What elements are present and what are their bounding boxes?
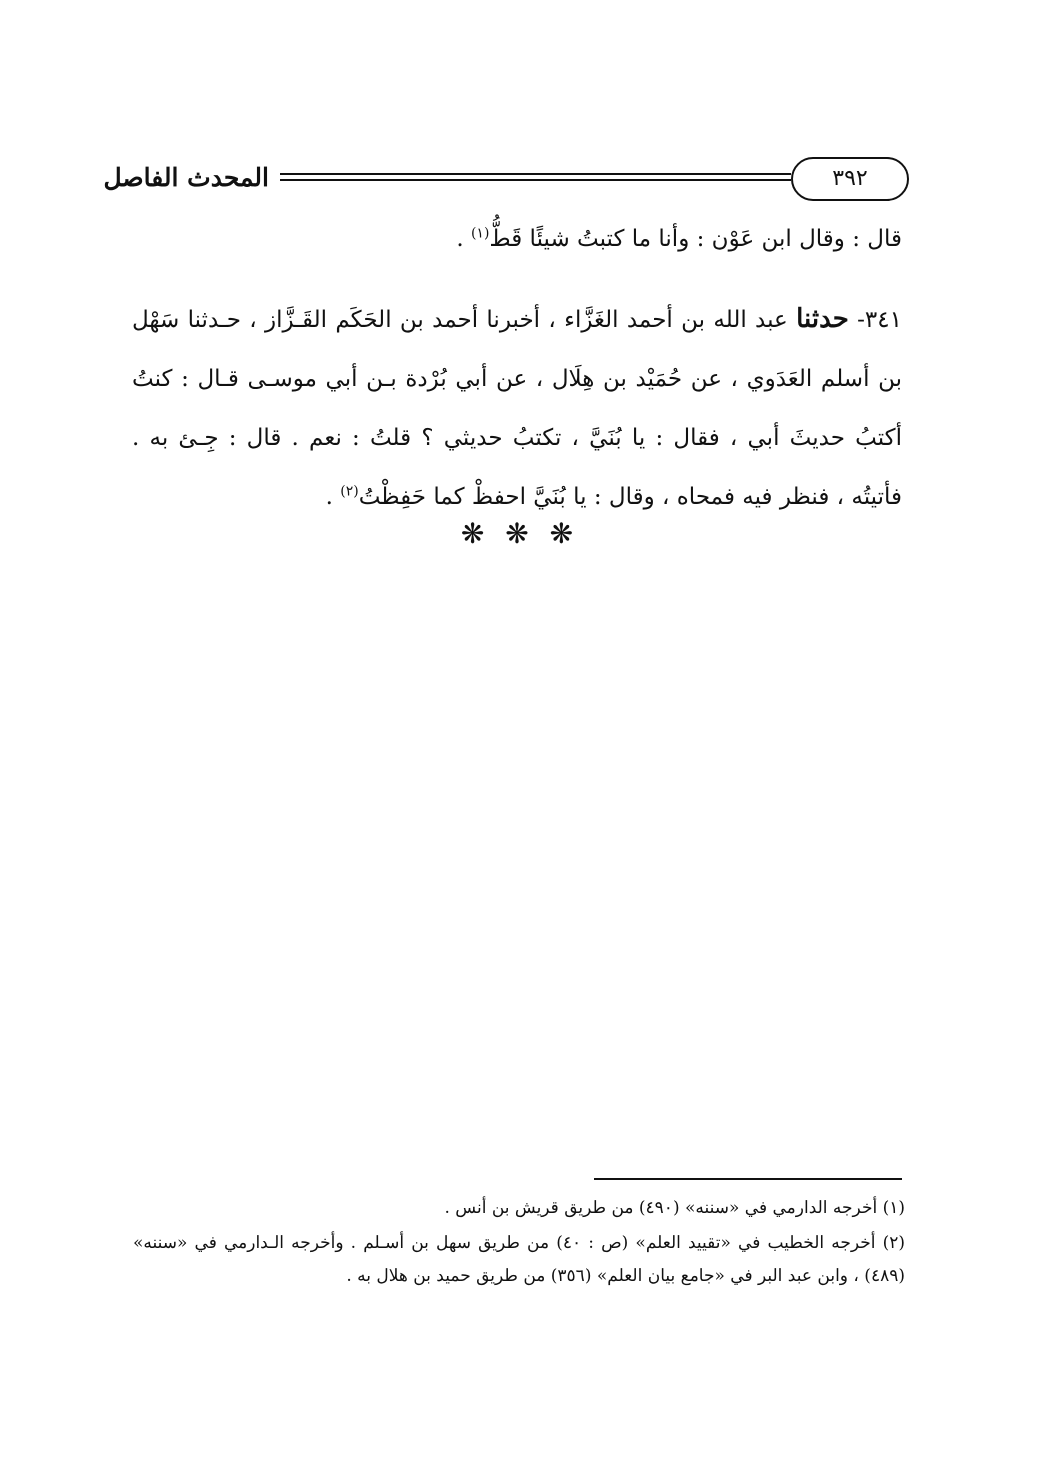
footnote-divider	[594, 1178, 902, 1180]
footnotes	[133, 1192, 905, 1293]
footnote-ref-2: (٢)	[340, 483, 359, 500]
section-separator: ❋ ❋ ❋	[460, 517, 580, 550]
paragraph-text: عبد الله بن أحمد الغَزَّاء ، أخبرنا أحمد بن الحَكَم القَـزَّاز ، حـدثنا سَهْل بن أسلم العَدَوي ، عن حُمَيْد بن هِلَال ، عن أبي بُرْدة بـن أبي موسـى قـال : كنتُ أكتبُ حديثَ أبي ، فقال : يا بُنَيَّ ، تكتبُ حديثي ؟ قلتُ : نعم . قال : جِـئ به . فأتيتُه ، فنظر فيه فمحاه ، وقال : يا بُنَيَّ احفظْ كما حَفِظْتُ	[132, 307, 902, 510]
footnote-2: (٢) أخرجه الخطيب في «تقييد العلم» (ص : ٤٠) من طريق سهل بن أسـلم . وأخرجه الـدارمي في «سننه» (٤٨٩) ، وابن عبد البر في «جامع بيان العلم» (٣٥٦) من طريق حميد بن هلال به .	[133, 1233, 905, 1286]
hadith-number: ٣٤١-	[848, 307, 902, 333]
footnote-ref-1: (١)	[470, 225, 490, 242]
header-double-rule	[280, 173, 791, 181]
footnote-1: (١) أخرجه الدارمي في «سننه» (٤٩٠) من طريق قريش بن أنس .	[444, 1198, 905, 1218]
paragraph-end: .	[325, 484, 341, 510]
paragraph-end: .	[456, 226, 471, 252]
page-number: ٣٩٢	[791, 157, 909, 201]
paragraph-ibn-awn	[132, 218, 902, 260]
running-header	[103, 157, 909, 203]
paragraph-text: قال : وقال ابن عَوْن : وأنا ما كتبتُ شيئًا قَطُّ	[489, 226, 902, 252]
running-title: المحدث الفاصل	[103, 163, 269, 192]
paragraph-hadith-341	[132, 290, 902, 527]
narration-keyword: حدثنا	[796, 304, 849, 334]
